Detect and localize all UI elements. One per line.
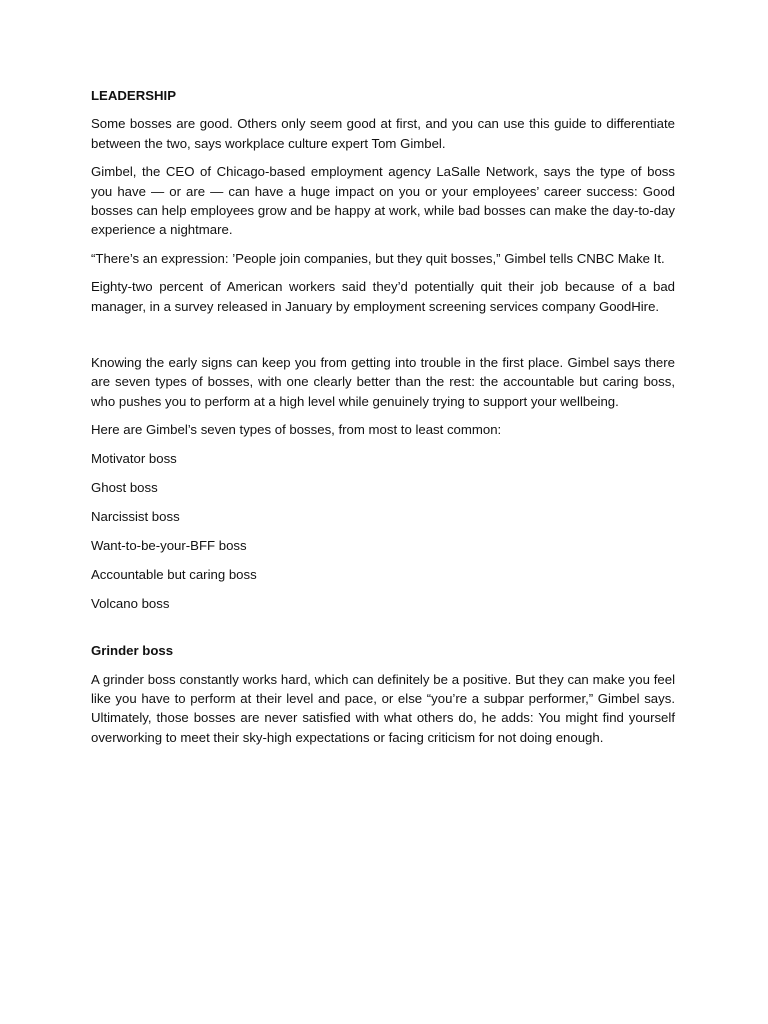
boss-type-item: Ghost boss bbox=[91, 479, 158, 495]
middle-paragraph-2: Here are Gimbel’s seven types of bosses, from most to least common: bbox=[91, 422, 502, 438]
document-title: LEADERSHIP bbox=[91, 88, 176, 103]
boss-type-item: Accountable but caring boss bbox=[91, 566, 257, 582]
section-paragraph: A grinder boss constantly works hard, which can definitely be a positive. But they can make you feel like you have to perform at their level and pace, or else “you’re a subpar performer,” Gimbel says. Ultimately, those bosses are never satisfied with what others do, he adds: You might find yourself overworking to meet their sky-high expectations or facing criticism for not doing enough. bbox=[91, 671, 675, 745]
section-spacer bbox=[91, 613, 675, 641]
intro-paragraph-2: Gimbel, the CEO of Chicago-based employment agency LaSalle Network, says the type of boss you have — or are — can have a huge impact on you or your employees’ career success: Good bosses can help employees grow and be happy at work, while bad bosses can make the day-to-day experience a nightmare. bbox=[91, 164, 675, 238]
boss-type-item: Motivator boss bbox=[91, 450, 177, 466]
intro-paragraph-1: Some bosses are good. Others only seem good at first, and you can use this guide to differentiate between the two, says workplace culture expert Tom Gimbel. bbox=[91, 116, 675, 151]
boss-type-item: Volcano boss bbox=[91, 595, 170, 611]
intro-paragraph-3: “There’s an expression: ’People join companies, but they quit bosses,” Gimbel tells CNBC Make It. bbox=[91, 250, 665, 266]
paragraph-spacer bbox=[91, 325, 675, 353]
boss-type-item: Narcissist boss bbox=[91, 508, 180, 524]
middle-paragraph-1: Knowing the early signs can keep you from getting into trouble in the first place. Gimbel says there are seven types of bosses, with one clearly better than the rest: the accountable but caring boss, who pushes you to perform at a high level while genuinely trying to support your wellbeing. bbox=[91, 355, 675, 409]
section-heading: Grinder boss bbox=[91, 643, 174, 659]
boss-type-item: Want-to-be-your-BFF boss bbox=[91, 537, 247, 553]
intro-paragraph-4: Eighty-two percent of American workers said they’d potentially quit their job because of a bad manager, in a survey released in January by employment screening services company GoodHire. bbox=[91, 279, 675, 314]
document-body bbox=[91, 86, 675, 756]
